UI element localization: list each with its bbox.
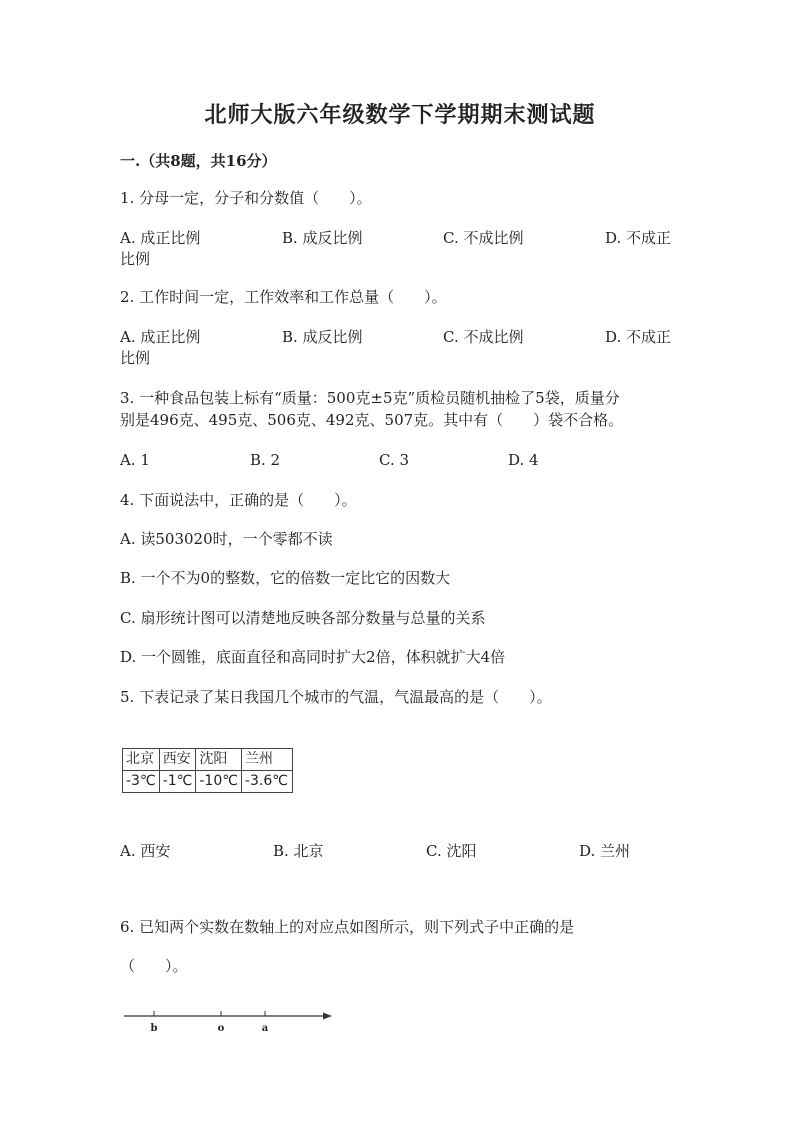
q4-option-b[interactable]: B. 一个不为0的整数，它的倍数一定比它的因数大 [120, 569, 451, 587]
question-6-line-1: 6. 已知两个实数在数轴上的对应点如图所示，则下列式子中正确的是 [120, 918, 575, 936]
table-row-cities [123, 749, 293, 771]
question-1-stem: 1. 分母一定，分子和分数值（ ）。 [120, 189, 372, 207]
q2-option-a[interactable]: A. 成正比例 [120, 328, 201, 346]
question-3-line-2: 别是496克、495克、506克、492克、507克。其中有（ ）袋不合格。 [120, 411, 624, 429]
q2-option-d[interactable]: D. 不成正 [605, 328, 672, 346]
q4-option-c[interactable]: C. 扇形统计图可以清楚地反映各部分数量与总量的关系 [120, 609, 486, 627]
q1-option-c[interactable]: C. 不成比例 [443, 229, 524, 247]
q4-option-a[interactable]: A. 读503020时，一个零都不读 [120, 530, 333, 548]
table-cell-temp: -3.6℃ [241, 771, 292, 793]
q4-option-d[interactable]: D. 一个圆锥，底面直径和高同时扩大2倍，体积就扩大4倍 [120, 648, 506, 666]
q5-option-c[interactable]: C. 沈阳 [426, 842, 477, 860]
table-cell-temp: -3℃ [123, 771, 160, 793]
page-title: 北师大版六年级数学下学期期末测试题 [204, 102, 596, 128]
question-6-line-2: （ ）。 [120, 957, 188, 975]
q2-option-c[interactable]: C. 不成比例 [443, 328, 524, 346]
number-line-figure [120, 1000, 340, 1040]
q2-option-b[interactable]: B. 成反比例 [282, 328, 363, 346]
arrow-head-icon [323, 1013, 332, 1020]
table-cell-city: 兰州 [241, 749, 292, 771]
q1-option-d[interactable]: D. 不成正 [605, 229, 672, 247]
q5-option-d[interactable]: D. 兰州 [579, 842, 631, 860]
q1-option-b[interactable]: B. 成反比例 [282, 229, 363, 247]
axis-label-a: a [261, 1023, 269, 1034]
question-2-stem: 2. 工作时间一定，工作效率和工作总量（ ）。 [120, 288, 447, 306]
table-cell-temp: -10℃ [196, 771, 242, 793]
q3-option-a[interactable]: A. 1 [120, 451, 150, 469]
table-cell-city: 沈阳 [196, 749, 242, 771]
axis-label-b: b [150, 1023, 158, 1034]
q3-option-c[interactable]: C. 3 [379, 451, 410, 469]
q5-option-a[interactable]: A. 西安 [120, 842, 171, 860]
question-3-line-1: 3. 一种食品包装上标有“质量：500克±5克”质检员随机抽检了5袋，质量分 [120, 389, 620, 407]
section-heading: 一.（共8题，共16分） [120, 152, 277, 170]
table-row-temps [123, 771, 293, 793]
q5-option-b[interactable]: B. 北京 [273, 842, 324, 860]
table-cell-city: 北京 [123, 749, 160, 771]
question-4-stem: 4. 下面说法中，正确的是（ ）。 [120, 491, 357, 509]
q3-option-d[interactable]: D. 4 [508, 451, 539, 469]
question-5-stem: 5. 下表记录了某日我国几个城市的气温，气温最高的是（ ）。 [120, 688, 552, 706]
table-cell-temp: -1℃ [159, 771, 196, 793]
axis-label-o: o [217, 1023, 225, 1034]
q1-option-a[interactable]: A. 成正比例 [120, 229, 201, 247]
temperature-table [122, 748, 293, 793]
q1-option-d-wrap: 比例 [120, 250, 151, 268]
q2-option-d-wrap: 比例 [120, 349, 151, 367]
table-cell-city: 西安 [159, 749, 196, 771]
q3-option-b[interactable]: B. 2 [250, 451, 281, 469]
